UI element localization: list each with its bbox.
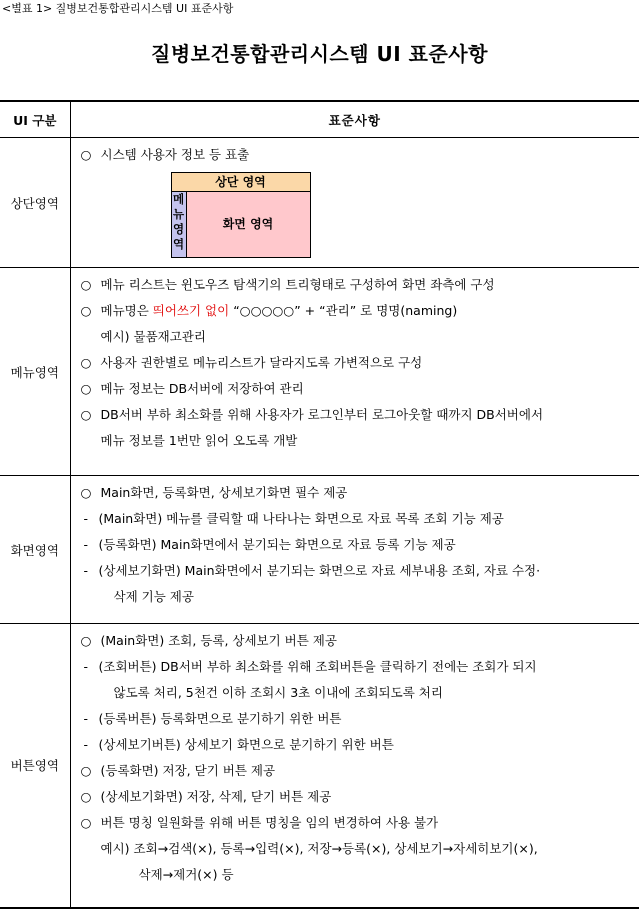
line-text: 사용자 권한별로 메뉴리스트가 달라지도록 가변적으로 구성 xyxy=(100,355,423,370)
dash-marker: - xyxy=(83,659,89,674)
line-text: (등록화면) 저장, 닫기 버튼 제공 xyxy=(100,763,276,778)
bullet-marker: ○ xyxy=(80,633,92,648)
bullet-marker: ○ xyxy=(80,485,92,500)
table-row xyxy=(0,624,639,908)
line-text: 않도록 처리, 5천건 이하 조회시 3초 이내에 조회되도록 처리 xyxy=(113,685,443,700)
bullet-marker: ○ xyxy=(80,763,92,778)
bullet-marker: ○ xyxy=(80,147,92,162)
header-category: UI 구분 xyxy=(0,101,70,138)
content-line xyxy=(81,706,636,732)
line-text: 버튼 명칭 일원화를 위해 버튼 명칭을 임의 변경하여 사용 불가 xyxy=(100,815,439,830)
content-line xyxy=(81,298,636,324)
bullet-marker: ○ xyxy=(80,355,92,370)
bullet-marker: ○ xyxy=(80,789,92,804)
table-caption: <별표 1> 질병보건통합관리시스템 UI 표준사항 xyxy=(2,2,234,15)
dash-marker: - xyxy=(83,537,89,552)
content-line xyxy=(81,480,636,506)
dash-marker: - xyxy=(83,511,89,526)
table-row xyxy=(0,476,639,624)
content-line xyxy=(81,506,636,532)
line-text: (Main화면) 조회, 등록, 상세보기 버튼 제공 xyxy=(100,633,337,648)
content-line xyxy=(81,758,636,784)
content-line xyxy=(81,324,636,350)
row-lines xyxy=(81,138,636,168)
line-text: 메뉴 정보는 DB서버에 저장하여 관리 xyxy=(100,381,304,396)
table-header-row xyxy=(0,101,639,138)
row-content xyxy=(70,268,639,476)
bullet-marker: ○ xyxy=(80,277,92,292)
line-text: (Main화면) 메뉴를 클릭할 때 나타나는 화면으로 자료 목록 조회 기능 제공 xyxy=(98,511,504,526)
table-row xyxy=(0,268,639,476)
row-category: 버튼영역 xyxy=(0,624,70,908)
line-text: DB서버 부하 최소화를 위해 사용자가 로그인부터 로그아웃할 때까지 DB서버에서 xyxy=(100,407,544,422)
row-lines xyxy=(81,476,636,610)
line-text: (상세보기화면) 저장, 삭제, 닫기 버튼 제공 xyxy=(100,789,332,804)
content-line xyxy=(81,532,636,558)
line-text: 삭제 기능 제공 xyxy=(113,589,194,604)
ui-standards-table xyxy=(0,100,639,909)
line-text: 예시) 조회→검색(×), 등록→입력(×), 저장→등록(×), 상세보기→자세히보기(×), xyxy=(100,841,538,856)
document-title: 질병보건통합관리시스템 UI 표준사항 xyxy=(151,42,488,66)
row-category: 메뉴영역 xyxy=(0,268,70,476)
content-line xyxy=(81,784,636,810)
bullet-marker: ○ xyxy=(80,407,92,422)
content-line xyxy=(81,836,636,862)
content-line xyxy=(81,558,636,584)
text-prefix: 메뉴명은 xyxy=(100,303,153,318)
table-row xyxy=(0,138,639,268)
line-text: (등록버튼) 등록화면으로 분기하기 위한 버튼 xyxy=(98,711,342,726)
diagram-menu-char: 영 xyxy=(172,222,185,236)
diagram-menu-char: 뉴 xyxy=(172,207,185,221)
content-line xyxy=(81,350,636,376)
content-line xyxy=(81,810,636,836)
line-text: (등록화면) Main화면에서 분기되는 화면으로 자료 등록 기능 제공 xyxy=(98,537,456,552)
content-line xyxy=(81,142,636,168)
bullet-marker: ○ xyxy=(80,381,92,396)
row-lines xyxy=(81,268,636,454)
diagram-menu-char: 메 xyxy=(172,192,185,206)
content-line xyxy=(81,428,636,454)
header-content: 표준사항 xyxy=(70,101,639,138)
line-text: (조회버튼) DB서버 부하 최소화를 위해 조회버튼을 클릭하기 전에는 조회가 되지 xyxy=(98,659,537,674)
content-line xyxy=(81,628,636,654)
diagram-top-area: 상단 영역 xyxy=(171,172,311,192)
diagram-screen-area: 화면 영역 xyxy=(186,191,311,258)
content-line xyxy=(81,402,636,428)
dash-marker: - xyxy=(83,711,89,726)
row-content xyxy=(70,138,639,268)
row-content xyxy=(70,624,639,908)
bullet-marker: ○ xyxy=(80,815,92,830)
line-text: 메뉴 정보를 1번만 읽어 오도록 개발 xyxy=(100,433,298,448)
content-line xyxy=(81,680,636,706)
row-content xyxy=(70,476,639,624)
line-text: (상세보기버튼) 상세보기 화면으로 분기하기 위한 버튼 xyxy=(98,737,394,752)
dash-marker: - xyxy=(83,563,89,578)
row-category: 화면영역 xyxy=(0,476,70,624)
content-line xyxy=(81,584,636,610)
line-text: 시스템 사용자 정보 등 표출 xyxy=(100,147,250,162)
line-text: 삭제→제거(×) 등 xyxy=(138,867,234,882)
line-text: 메뉴 리스트는 윈도우즈 탐색기의 트리형태로 구성하여 화면 좌측에 구성 xyxy=(100,277,495,292)
row-lines xyxy=(81,624,636,888)
line-text: Main화면, 등록화면, 상세보기화면 필수 제공 xyxy=(100,485,348,500)
emphasis-text: 띄어쓰기 없이 xyxy=(152,303,230,318)
layout-diagram xyxy=(171,172,311,257)
content-line xyxy=(81,272,636,298)
line-text: (상세보기화면) Main화면에서 분기되는 화면으로 자료 세부내용 조회, 자료 수정· xyxy=(98,563,541,578)
row-category: 상단영역 xyxy=(0,138,70,268)
line-text: 예시) 물품재고관리 xyxy=(100,329,206,344)
diagram-menu-char: 역 xyxy=(172,237,185,251)
content-line xyxy=(81,376,636,402)
text-suffix: “○○○○○” + “관리” 로 명명(naming) xyxy=(229,303,458,318)
content-line xyxy=(81,862,636,888)
content-line xyxy=(81,654,636,680)
bullet-marker: ○ xyxy=(80,303,92,318)
dash-marker: - xyxy=(83,737,89,752)
diagram-menu-area xyxy=(171,191,187,258)
content-line xyxy=(81,732,636,758)
